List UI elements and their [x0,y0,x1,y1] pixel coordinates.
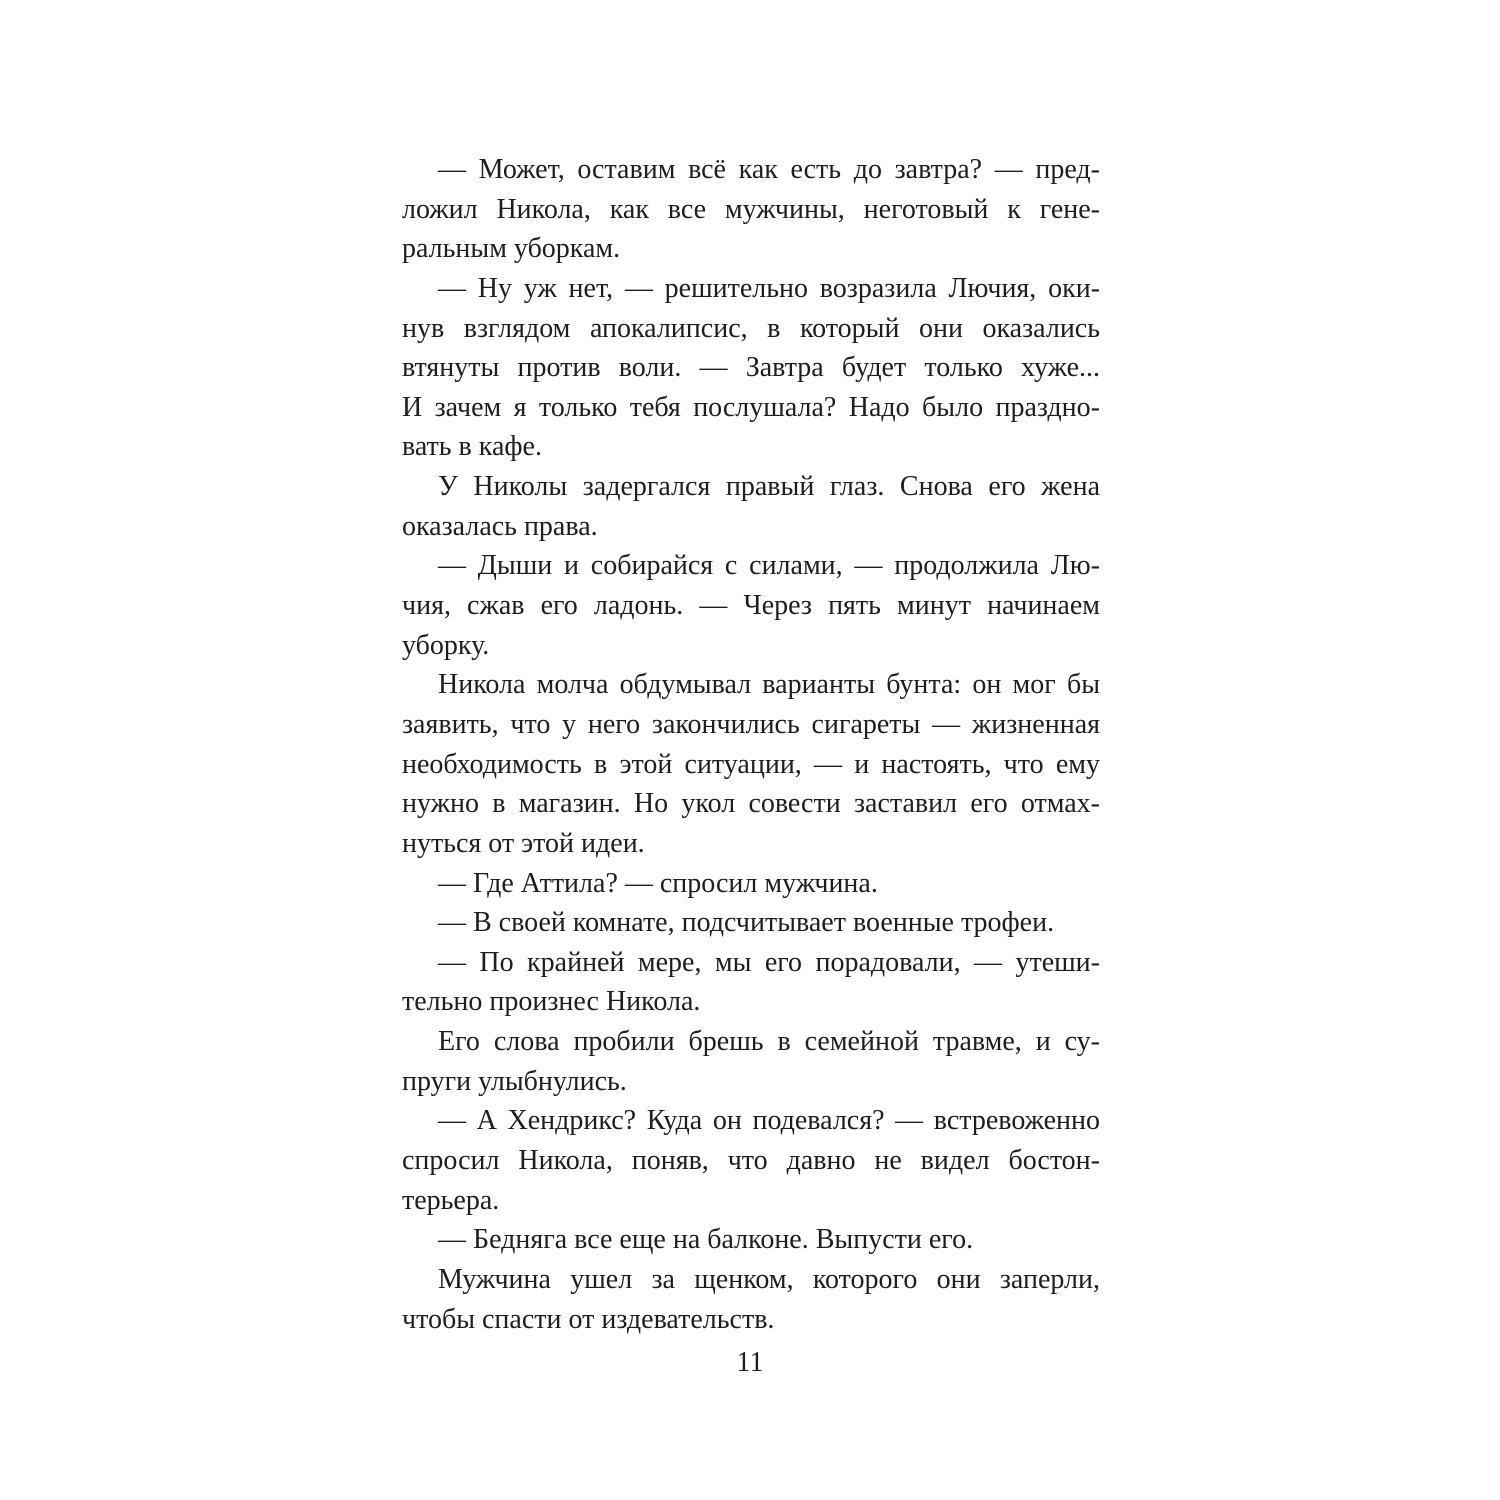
page-number: 11 [736,1347,764,1378]
text-line: терьера. [402,1184,500,1216]
text-line: нужно в магазин. Но укол совести заставил его отмах- [402,788,1100,820]
text-line: чия, сжав его ладонь. — Через пять минут начинаем [402,590,1100,622]
text-line: — Где Аттила? — спросил мужчина. [438,867,878,899]
text-line: спросил Никола, поняв, что давно не видел бостон- [402,1145,1100,1177]
body-text [402,150,1100,1339]
text-line: заявить, что у него закончились сигареты — жизненная [402,708,1100,740]
text-line: — Дыши и собирайся с силами, — продолжила Лю- [438,550,1100,582]
text-line: нуться от этой идеи. [402,827,645,859]
text-line: Его слова пробили брешь в семейной травме, и су- [438,1026,1100,1058]
text-line: — По крайней мере, мы его порадовали, — утеши- [438,946,1100,978]
text-line: И зачем я только тебя послушала? Надо было праздно- [402,391,1100,423]
text-line: уборку. [402,629,490,661]
text-line: втянуты против воли. — Завтра будет только хуже... [402,352,1100,384]
text-line: чтобы спасти от издевательств. [402,1303,775,1335]
text-line: тельно произнес Никола. [402,986,701,1018]
text-line: — А Хендрикс? Куда он подевался? — встревоженно [438,1105,1100,1137]
text-line: оказалась права. [402,510,598,542]
text-line: — В своей комнате, подсчитывает военные трофеи. [438,907,1055,939]
text-line: нув взглядом апокалипсис, в который они оказались [402,312,1100,344]
text-line: Мужчина ушел за щенком, которого они заперли, [438,1263,1100,1295]
text-line: — Может, оставим всё как есть до завтра? — пред- [438,154,1100,185]
text-line: — Бедняга все еще на балконе. Выпусти его. [438,1224,974,1256]
text-line: необходимость в этой ситуации, — и настоять, что ему [402,748,1100,780]
text-line: вать в кафе. [402,431,542,463]
text-line: ложил Никола, как все мужчины, неготовый к гене- [402,193,1100,225]
text-line: Никола молча обдумывал варианты бунта: он мог бы [438,669,1100,701]
text-line: — Ну уж нет, — решительно возразила Лючия, оки- [438,272,1100,304]
text-line: У Николы задергался правый глаз. Снова его жена [438,471,1100,503]
text-line: пруги улыбнулись. [402,1065,627,1097]
text-line: ральным уборкам. [402,233,621,265]
